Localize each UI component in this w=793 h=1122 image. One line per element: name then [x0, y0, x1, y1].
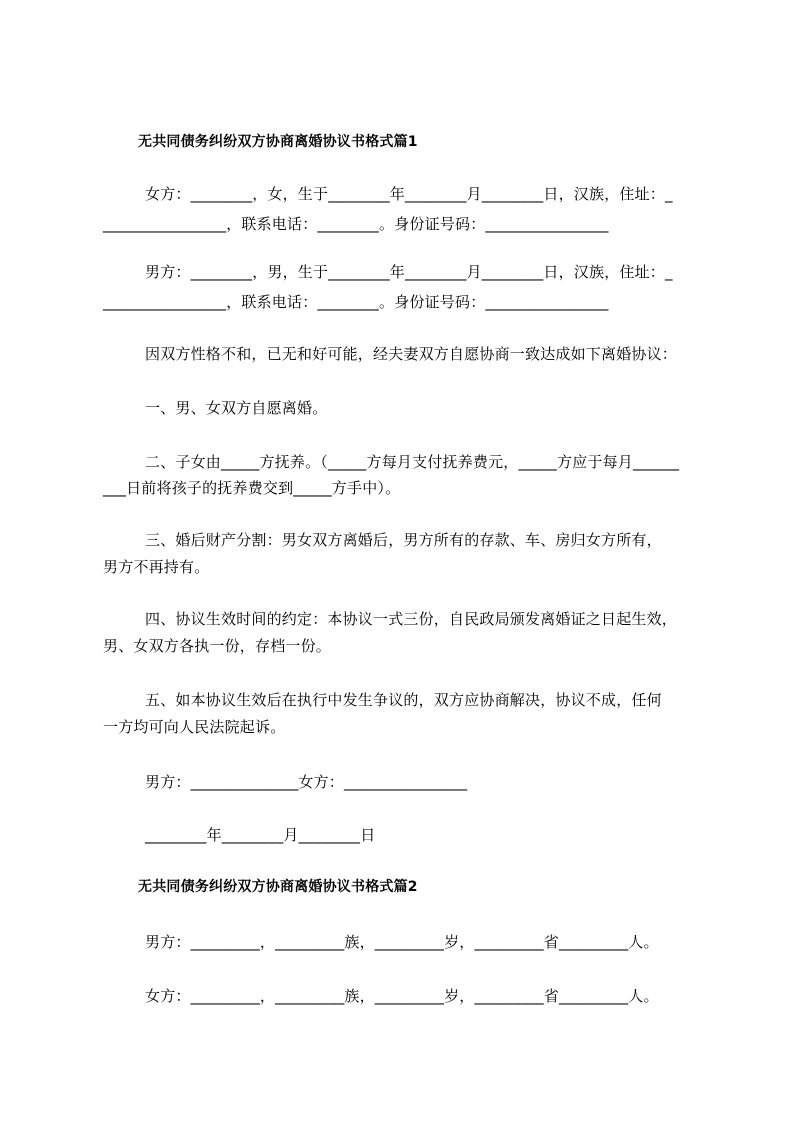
clause-4-line1: 四、协议生效时间的约定：本协议一式三份，自民政局颁发离婚证之日起生效， — [145, 610, 678, 628]
female-info-line2: ________________，联系电话：________。身份证号码：________________ — [103, 215, 609, 233]
clause-5-line2: 一方均可向人民法院起诉。 — [103, 718, 286, 736]
clause-3-line2: 男方不再持有。 — [103, 558, 210, 576]
female-info-line1: 女方：________，女，生于________年________月________日，汉族，住址：_ — [145, 185, 673, 203]
male-info-line1: 男方：________，男，生于________年________月________日，汉族，住址：_ — [145, 263, 673, 281]
clause-2-line1: 二、子女由_____方抚养。（_____方每月支付抚养费元，_____方应于每月______ — [145, 453, 680, 471]
clause-5-line1: 五、如本协议生效后在执行中发生争议的，双方应协商解决，协议不成，任何 — [145, 691, 662, 709]
section1-title: 无共同债务纠纷双方协商离婚协议书格式篇1 — [138, 134, 418, 150]
section2-female-line: 女方：_________，_________族，_________岁，_________省_________人。 — [145, 987, 659, 1005]
section2-male-line: 男方：_________，_________族，_________岁，_________省_________人。 — [145, 933, 659, 951]
signature-line: 男方：______________女方：________________ — [145, 773, 468, 791]
date-line: ________年________月________日 — [145, 826, 376, 844]
clause-3-line1: 三、婚后财产分割：男女双方离婚后，男方所有的存款、车、房归女方所有， — [145, 531, 662, 549]
clause-4-line2: 男、女双方各执一份，存档一份。 — [103, 637, 332, 655]
clause-1: 一、男、女双方自愿离婚。 — [145, 399, 328, 417]
section2-title: 无共同债务纠纷双方协商离婚协议书格式篇2 — [138, 879, 418, 895]
male-info-line2: ________________，联系电话：________。身份证号码：________________ — [103, 293, 609, 311]
clause-2-line2: ___日前将孩子的抚养费交到_____方手中）。 — [103, 479, 401, 497]
intro-paragraph: 因双方性格不和，已无和好可能，经夫妻双方自愿协商一致达成如下离婚协议： — [145, 345, 678, 363]
